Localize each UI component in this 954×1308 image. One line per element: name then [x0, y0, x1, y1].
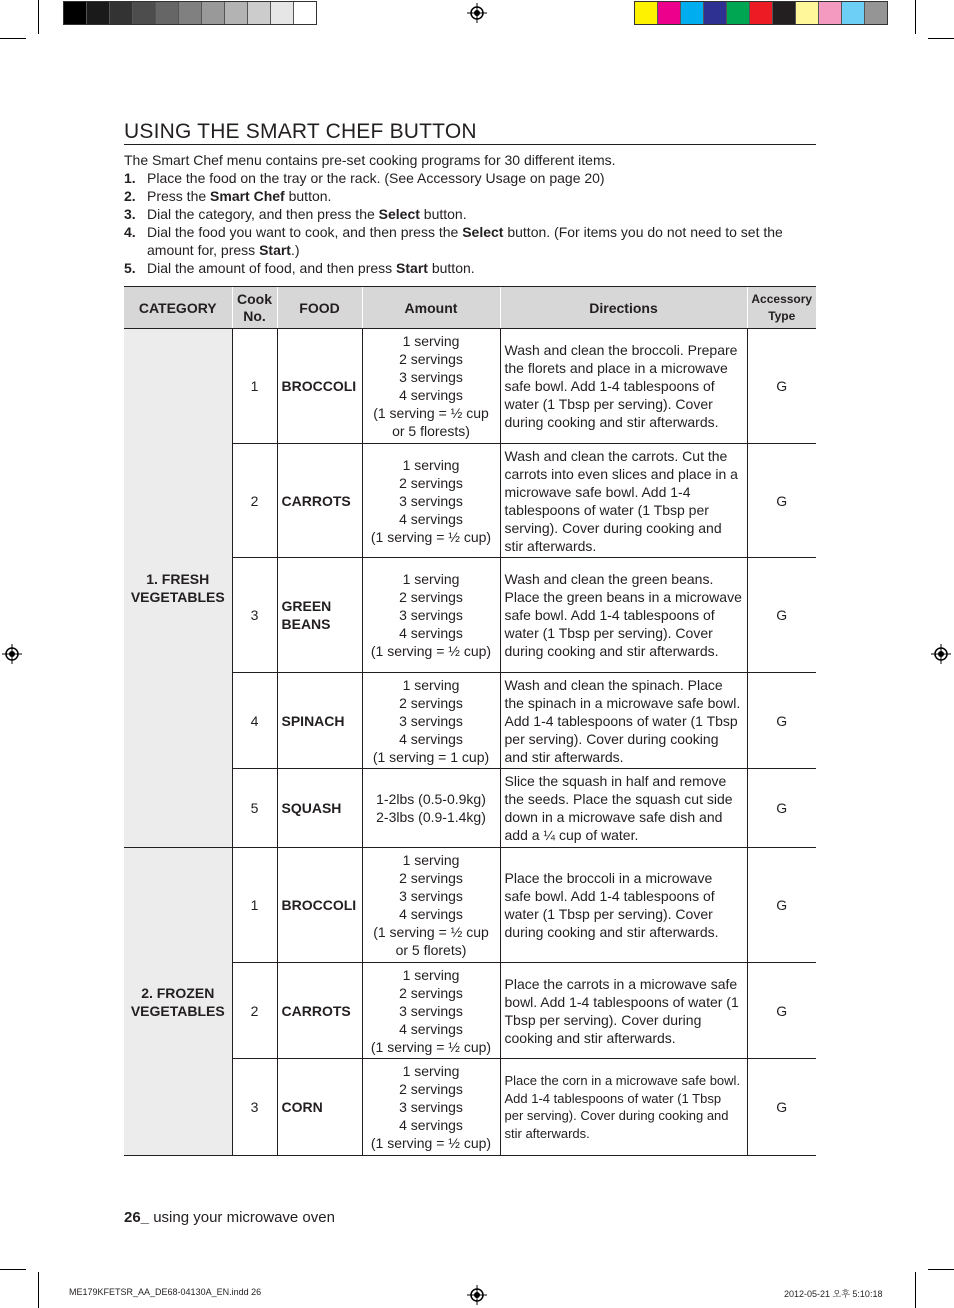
gray-swatch: [133, 2, 156, 24]
step-number: 1.: [124, 170, 136, 186]
table-header-row: [124, 287, 816, 329]
food-cell: GREEN BEANS: [277, 558, 362, 673]
crop-mark: [928, 1269, 954, 1270]
gray-swatch: [248, 2, 271, 24]
color-swatch: [842, 2, 865, 24]
table-row: [124, 329, 816, 444]
step-item: [124, 169, 816, 187]
step-item: [124, 187, 816, 205]
directions-cell: Wash and clean the spinach. Place the spinach in a microwave safe bowl. Add 1-4 tablespoons of water (1 Tbsp per serving). Cover during cooking and stir afterwards.: [500, 673, 747, 769]
food-cell: BROCCOLI: [277, 848, 362, 963]
crop-mark: [915, 1272, 916, 1308]
food-cell: CARROTS: [277, 963, 362, 1059]
accessory-cell: G: [747, 769, 816, 848]
crop-mark: [928, 38, 954, 39]
step-item: [124, 223, 816, 259]
header-accessory-type: Accessory Type: [747, 287, 816, 329]
instructions: [124, 151, 816, 277]
step-text: Dial the food you want to cook, and then press the Select button. (For items you do not need to set the amount for, press Start.): [147, 224, 783, 258]
intro-text: The Smart Chef menu contains pre-set cooking programs for 30 different items.: [124, 152, 616, 168]
header-category: CATEGORY: [124, 287, 232, 329]
page-number: 26_: [124, 1209, 150, 1226]
amount-cell: 1 serving 2 servings 3 servings 4 servings (1 serving = ½ cup or 5 florests): [362, 329, 500, 444]
accessory-cell: G: [747, 963, 816, 1059]
gray-swatch: [64, 2, 87, 24]
color-swatch: [635, 2, 658, 24]
gray-swatch: [110, 2, 133, 24]
header-directions: Directions: [500, 287, 747, 329]
directions-cell: Wash and clean the carrots. Cut the carrots into even slices and place in a microwave safe bowl. Add 1-4 tablespoons of water (1 Tbsp per serving). Cover during cooking and stir afterwards.: [500, 444, 747, 558]
gray-swatch: [225, 2, 248, 24]
crop-mark: [38, 1272, 39, 1308]
file-slug: ME179KFETSR_AA_DE68-04130A_EN.indd 26: [69, 1287, 262, 1297]
category-cell: 2. FROZEN VEGETABLES: [124, 848, 232, 1156]
registration-mark-icon: [931, 644, 951, 664]
accessory-cell: G: [747, 673, 816, 769]
page-title: USING THE SMART CHEF BUTTON: [124, 119, 816, 145]
amount-cell: 1 serving 2 servings 3 servings 4 servings (1 serving = ½ cup): [362, 963, 500, 1059]
cook-no-cell: 5: [232, 769, 277, 848]
directions-cell: Place the carrots in a microwave safe bowl. Add 1-4 tablespoons of water (1 Tbsp per serving). Cover during cooking and stir afterwards.: [500, 963, 747, 1059]
cook-no-cell: 1: [232, 329, 277, 444]
gray-swatch: [87, 2, 110, 24]
step-number: 5.: [124, 260, 136, 276]
accessory-cell: G: [747, 444, 816, 558]
step-number: 3.: [124, 206, 136, 222]
gray-swatch: [271, 2, 294, 24]
color-swatch: [727, 2, 750, 24]
directions-cell: Place the broccoli in a microwave safe bowl. Add 1-4 tablespoons of water (1 Tbsp per serving). Cover during cooking and stir afterwards.: [500, 848, 747, 963]
amount-cell: 1 serving 2 servings 3 servings 4 servings (1 serving = ½ cup): [362, 444, 500, 558]
smart-chef-table: [124, 286, 816, 1156]
registration-mark-icon: [467, 3, 487, 23]
gray-swatch: [294, 2, 316, 24]
gray-swatch: [179, 2, 202, 24]
food-cell: BROCCOLI: [277, 329, 362, 444]
process-color-bar: [634, 1, 888, 25]
steps-list: [124, 169, 816, 277]
registration-mark-icon: [2, 644, 22, 664]
food-cell: CARROTS: [277, 444, 362, 558]
color-swatch: [819, 2, 842, 24]
color-swatch: [658, 2, 681, 24]
food-cell: CORN: [277, 1059, 362, 1156]
section-name: using your microwave oven: [149, 1209, 335, 1226]
accessory-cell: G: [747, 558, 816, 673]
grayscale-color-bar: [63, 1, 317, 25]
registration-mark-icon: [467, 1285, 487, 1305]
accessory-cell: G: [747, 848, 816, 963]
cook-no-cell: 3: [232, 558, 277, 673]
directions-cell: Slice the squash in half and remove the seeds. Place the squash cut side down in a microwave safe dish and add a ¼ cup of water.: [500, 769, 747, 848]
step-number: 2.: [124, 188, 136, 204]
accessory-cell: G: [747, 329, 816, 444]
crop-mark: [0, 1269, 26, 1270]
amount-cell: 1 serving 2 servings 3 servings 4 servings (1 serving = ½ cup): [362, 1059, 500, 1156]
food-cell: SQUASH: [277, 769, 362, 848]
step-item: [124, 205, 816, 223]
amount-cell: 1-2lbs (0.5-0.9kg) 2-3lbs (0.9-1.4kg): [362, 769, 500, 848]
gray-swatch: [156, 2, 179, 24]
step-number: 4.: [124, 224, 136, 240]
color-swatch: [704, 2, 727, 24]
category-cell: 1. FRESH VEGETABLES: [124, 329, 232, 848]
crop-mark: [915, 0, 916, 34]
step-text: Dial the category, and then press the Select button.: [147, 206, 467, 222]
amount-cell: 1 serving 2 servings 3 servings 4 servings (1 serving = ½ cup or 5 florets): [362, 848, 500, 963]
directions-cell: Wash and clean the broccoli. Prepare the florets and place in a microwave safe bowl. Add 1-4 tablespoons of water (1 Tbsp per serving). Cover during cooking and stir afterwards.: [500, 329, 747, 444]
header-food: FOOD: [277, 287, 362, 329]
cook-no-cell: 3: [232, 1059, 277, 1156]
food-cell: SPINACH: [277, 673, 362, 769]
step-item: [124, 259, 816, 277]
amount-cell: 1 serving 2 servings 3 servings 4 servings (1 serving = ½ cup): [362, 558, 500, 673]
step-text: Press the Smart Chef button.: [147, 188, 332, 204]
color-swatch: [750, 2, 773, 24]
crop-mark: [0, 38, 26, 39]
directions-cell: Wash and clean the green beans. Place the green beans in a microwave safe bowl. Add 1-4 tablespoons of water (1 Tbsp per serving). Cover during cooking and stir afterwards.: [500, 558, 747, 673]
color-swatch: [681, 2, 704, 24]
color-swatch: [865, 2, 887, 24]
table-row: [124, 848, 816, 963]
color-swatch: [796, 2, 819, 24]
amount-cell: 1 serving 2 servings 3 servings 4 servings (1 serving = 1 cup): [362, 673, 500, 769]
page-footer: [124, 1209, 335, 1226]
header-cook-no: Cook No.: [232, 287, 277, 329]
cook-no-cell: 4: [232, 673, 277, 769]
accessory-cell: G: [747, 1059, 816, 1156]
gray-swatch: [202, 2, 225, 24]
color-swatch: [773, 2, 796, 24]
directions-cell: Place the corn in a microwave safe bowl. Add 1-4 tablespoons of water (1 Tbsp per serving). Cover during cooking and stir afterwards.: [500, 1059, 747, 1156]
table-body: [124, 329, 816, 1156]
step-text: Dial the amount of food, and then press Start button.: [147, 260, 475, 276]
cook-no-cell: 2: [232, 963, 277, 1059]
header-amount: Amount: [362, 287, 500, 329]
crop-mark: [38, 0, 39, 34]
step-text: Place the food on the tray or the rack. (See Accessory Usage on page 20): [147, 170, 605, 186]
date-slug: 2012-05-21 오후 5:10:18: [784, 1289, 883, 1299]
cook-no-cell: 2: [232, 444, 277, 558]
cook-no-cell: 1: [232, 848, 277, 963]
